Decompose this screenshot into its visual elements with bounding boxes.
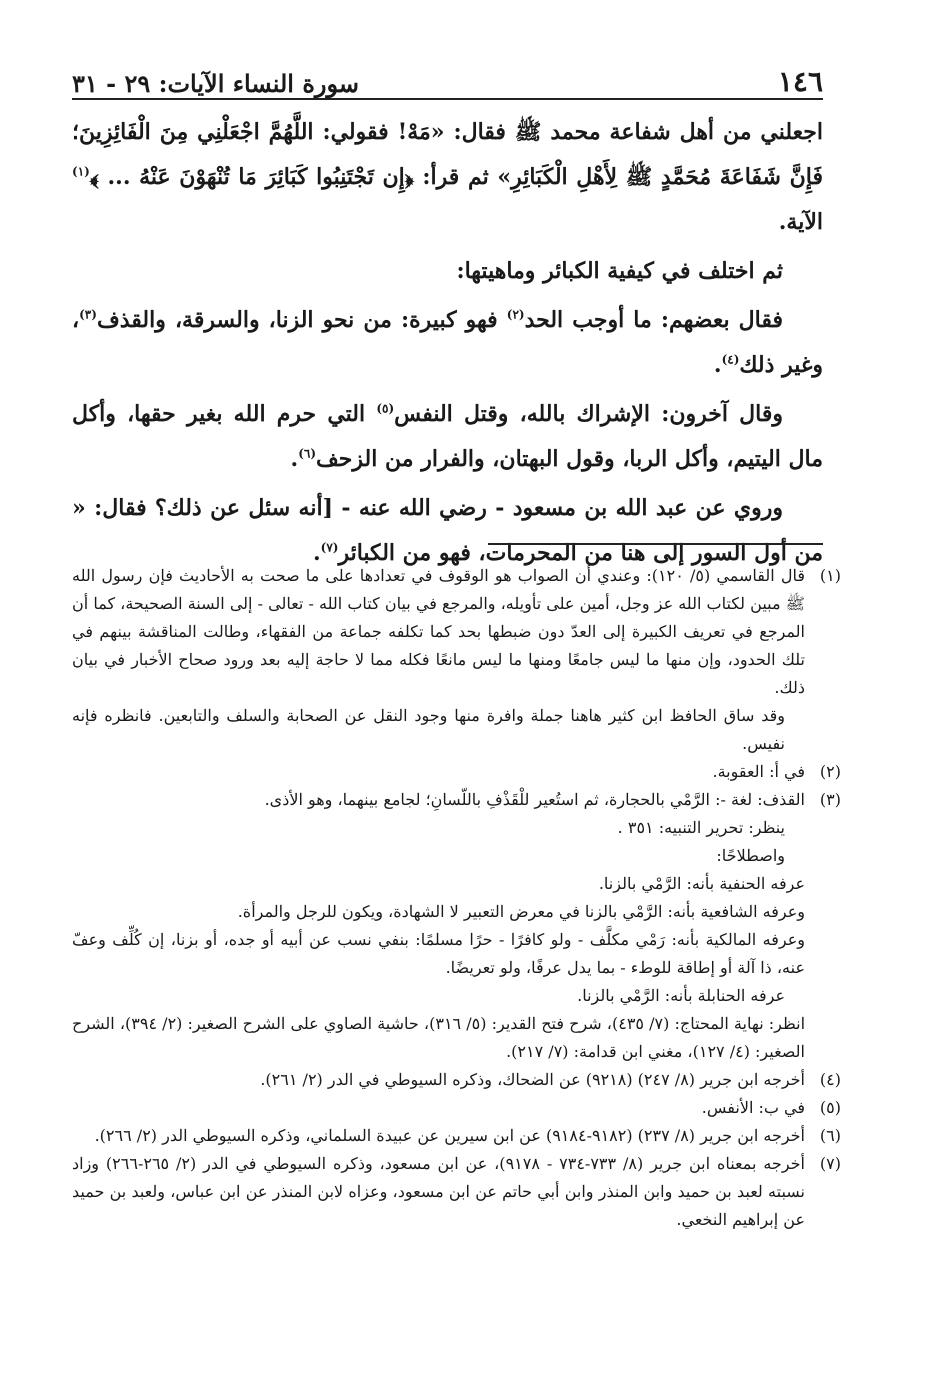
footnotes — [72, 562, 841, 1234]
footnote-ref-2: (٢) — [506, 307, 525, 322]
paragraph-3-part-b: فهو كبيرة: من نحو الزنا، والسرقة، والقذف — [96, 307, 507, 333]
footnote-number: (٧) — [819, 1154, 841, 1173]
main-text — [72, 110, 823, 580]
page-header — [72, 58, 823, 98]
footnote-ref-5: (٥) — [376, 401, 395, 416]
paragraph-2: ثم اختلف في كيفية الكبائر وماهيتها: — [456, 258, 783, 284]
footnote-number: (٢) — [819, 762, 841, 781]
paragraph-5-part-a: وروي عن عبد الله بن مسعود - رضي الله عنه - [أنه سئل عن ذلك؟ فقال: « من أول السور إلى هنا من المحرمات، فهو من الكبائر — [72, 495, 823, 566]
footnote-3-line: ينظر: تحرير التنبيه: ٣٥١ . — [617, 818, 785, 837]
paragraph-3-part-c: ، وغير ذلك — [72, 307, 823, 378]
paragraph-4 — [72, 392, 823, 482]
footnote-ref-6: (٦) — [298, 446, 317, 461]
paragraph-4-part-b: التي حرم الله بغير حقها، وأكل مال اليتيم، وأكل الربا، وقول البهتان، والفرار من الزحف — [72, 401, 823, 472]
paragraph-3 — [72, 298, 823, 388]
footnote-3-line: انظر: نهاية المحتاج: (٧/ ٤٣٥)، شرح فتح القدير: (٥/ ٣١٦)، حاشية الصاوي على الشرح الصغير: (٢/ ٣٩٤)، الشرح الصغير: (٤/ ١٢٧)، مغني ابن قدامة: (٧/ ٢١٧). — [72, 1014, 806, 1061]
footnote-text: أخرجه ابن جرير (٨/ ٢٣٧) (٩١٨٢-٩١٨٤) عن ابن سيرين عن عبيدة السلماني، وذكره السيوطي الدر (٢/ ٢٦٦). — [94, 1126, 805, 1145]
header-rule — [72, 98, 823, 100]
paragraph-3-part-a: فقال بعضهم: ما أوجب الحد — [524, 307, 783, 333]
paragraph-1-text: اجعلني من أهل شفاعة محمد ﷺ فقال: «مَهْ! فقولي: اللَّهُمَّ اجْعَلْنِي مِنَ الْفَائِزِينَ؛ فَإِنَّ شَفَاعَةَ مُحَمَّدٍ ﷺ لِأَهْلِ الْكَبَائِرِ» ثم قرأ: ﴿إِن تَجْتَنِبُوا كَبَائِرَ مَا تُنْهَوْنَ عَنْهُ ... ﴾ — [72, 119, 823, 190]
paragraph-4-part-c: . — [290, 446, 299, 472]
footnote-5 — [72, 1094, 841, 1122]
footnote-number: (٣) — [819, 790, 841, 809]
paragraph-1-end: الآية. — [778, 209, 823, 235]
footnote-number: (٦) — [819, 1126, 841, 1145]
footnote-3 — [72, 786, 841, 814]
footnote-1 — [72, 562, 841, 702]
footnote-text: أخرجه ابن جرير (٨/ ٢٤٧) (٩٢١٨) عن الضحاك، وذكره السيوطي في الدر (٢/ ٢٦١). — [260, 1070, 805, 1089]
footnote-3-line: وعرفه المالكية بأنه: رَمْي مكلَّف - ولو كافرًا - حرًا مسلمًا: بنفي نسب عن أبيه أو جده، أو بزنا، إن كُلِّف وعفّ عنه، ذا آلة أو إطاقة للوطء - بما يدل عرفًا، ولو تعريضًا. — [72, 930, 805, 977]
paragraph-3-part-d: . — [713, 352, 722, 378]
footnote-number: (٥) — [819, 1098, 841, 1117]
footnote-3-line: عرفه الحنابلة بأنه: الرَّمْي بالزنا. — [577, 986, 785, 1005]
footnote-text: في ب: الأنفس. — [701, 1098, 805, 1117]
footnote-6 — [72, 1122, 841, 1150]
footnote-3-line: عرفه الحنفية بأنه: الرَّمْي بالزنا. — [598, 874, 805, 893]
paragraph-5-part-b: . — [312, 540, 321, 566]
footnote-number: (٤) — [819, 1070, 841, 1089]
footnote-3-line: وعرفه الشافعية بأنه: الرَّمْي بالزنا في معرض التعبير لا الشهادة، ويكون للرجل والمرأة. — [237, 902, 805, 921]
footnote-2 — [72, 758, 841, 786]
paragraph-4-part-a: وقال آخرون: الإشراك بالله، وقتل النفس — [394, 401, 783, 427]
footnote-text: في أ: العقوبة. — [712, 762, 805, 781]
page-number: ١٤٦ — [777, 65, 823, 98]
footnote-4 — [72, 1066, 841, 1094]
footnote-ref-7: (٧) — [320, 540, 339, 555]
footnote-3-line: واصطلاحًا: — [716, 846, 785, 865]
running-title: سورة النساء الآيات: ٢٩ - ٣١ — [72, 69, 360, 98]
footnote-ref-3: (٣) — [79, 307, 97, 322]
footnote-text: أخرجه بمعناه ابن جرير (٨/ ٧٣٣-٧٣٤ - ٩١٧٨)، عن ابن مسعود، وذكره السيوطي في الدر (٢/ ٢٦٥-٢٦٦) وزاد نسبته لعبد بن حميد وابن المنذر وابن أبي حاتم عن ابن مسعود، وعزاه لابن المنذر عن ابن عباس، ولعبد بن حميد عن إبراهيم النخعي. — [72, 1154, 805, 1229]
footnote-text: القذف: لغة -: الرَّمْي بالحجارة، ثم استُعير للْقَذْفِ باللّسانِ؛ لجامع بينهما، وهو الأذى. — [264, 790, 805, 809]
footnote-separator — [488, 543, 823, 545]
footnote-ref-1: (١) — [72, 164, 90, 179]
paragraph-1 — [72, 110, 823, 245]
footnote-7 — [72, 1150, 841, 1234]
footnote-ref-4: (٤) — [721, 352, 740, 367]
footnote-number: (١) — [819, 566, 841, 585]
footnote-text: قال القاسمي (٥/ ١٢٠): وعندي أن الصواب هو الوقوف في تعدادها على ما صحت به الأحاديث فإن رسول الله ﷺ مبين لكتاب الله عز وجل، أمين على تأويله، والمرجع في بيان كتاب الله - تعالى - إلى السنة الصحيحة، كما أن المرجع في تعريف الكبيرة إلى العدّ دون ضبطها بحد كما تكلفه جماعة من الفقهاء، وطالت المناقشة بينهم في تلك الحدود، وإن منها ما ليس جامعًا ومنها ما ليس مانعًا فكله مما لا حاجة إليه بعد ورود صحاح الأخبار في بيان ذلك. — [72, 566, 806, 697]
footnote-1-continuation: وقد ساق الحافظ ابن كثير هاهنا جملة وافرة منها وجود النقل عن الصحابة والسلف والتابعين. فانظره فإنه نفيس. — [72, 706, 785, 753]
